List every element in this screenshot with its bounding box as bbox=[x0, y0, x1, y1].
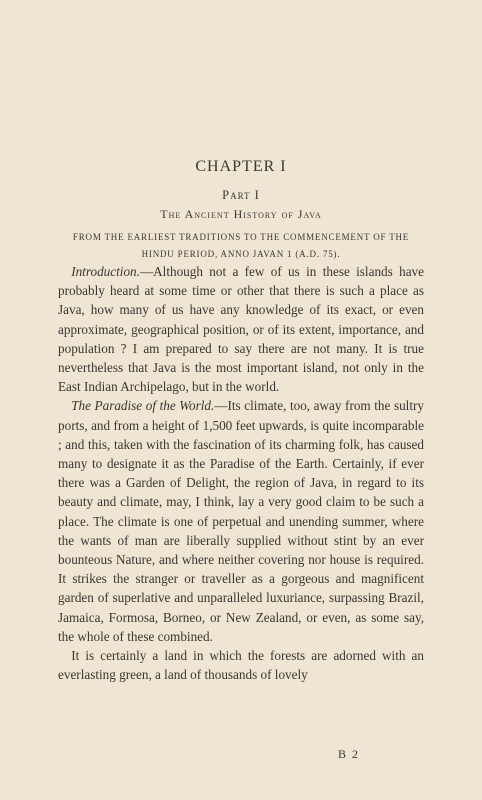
part-heading: Part I bbox=[222, 188, 260, 202]
signature-mark: B 2 bbox=[338, 747, 360, 761]
paragraph-text: It is certainly a land in which the forests are adorned with an everlasting green, a land of thousands of lovely bbox=[58, 648, 424, 683]
paragraph bbox=[58, 646, 424, 684]
paragraph-lead: The Paradise of the World. bbox=[71, 398, 215, 414]
section-subtitle: FROM THE EARLIEST TRADITIONS TO THE COMMENCEMENT OF THE HINDU PERIOD, ANNO JAVAN 1 (A.D. 75). bbox=[72, 232, 410, 259]
paragraph-lead: Introduction. bbox=[71, 264, 140, 279]
paragraph-text: —Although not a few of us in these islands have probably heard at some time or other that there is such a place as Java, how many of us have any knowledge of its exact, or even approximate, geographical position, or of its extent, importance, and population ? I am prepared to say there are not many. It is true nevertheless that Java is the most important island, not only in the East Indian Archipelago, but in the world. bbox=[58, 264, 424, 395]
paragraph-text: —Its climate, too, away from the sultry ports, and from a height of 1,500 feet upwards, is quite incomparable ; and this, taken with the fascination of its charming folk, has caused many to designate it as the Paradise of the Earth. Certainly, if ever there was a Garden of Delight, the region of Java, in regard to its beauty and climate, may, I think, lay a very good claim to be such a place. The climate is one of perpetual and unending summer, where the wants of man are liberally supplied without stint by an ever bounteous Nature, and where neither covering nor house is required. It strikes the stranger or traveller as a gorgeous and magnificent garden of superlative and unparalleled luxuriance, surpassing Brazil, Jamaica, Formosa, Borneo, or New Zealand, or even, as some say, the whole of these combined. bbox=[58, 398, 424, 644]
paragraph bbox=[58, 262, 424, 396]
section-title: The Ancient History of Java bbox=[160, 207, 322, 221]
chapter-heading: CHAPTER I bbox=[195, 158, 287, 175]
body-text bbox=[58, 262, 424, 684]
paragraph bbox=[58, 396, 424, 646]
